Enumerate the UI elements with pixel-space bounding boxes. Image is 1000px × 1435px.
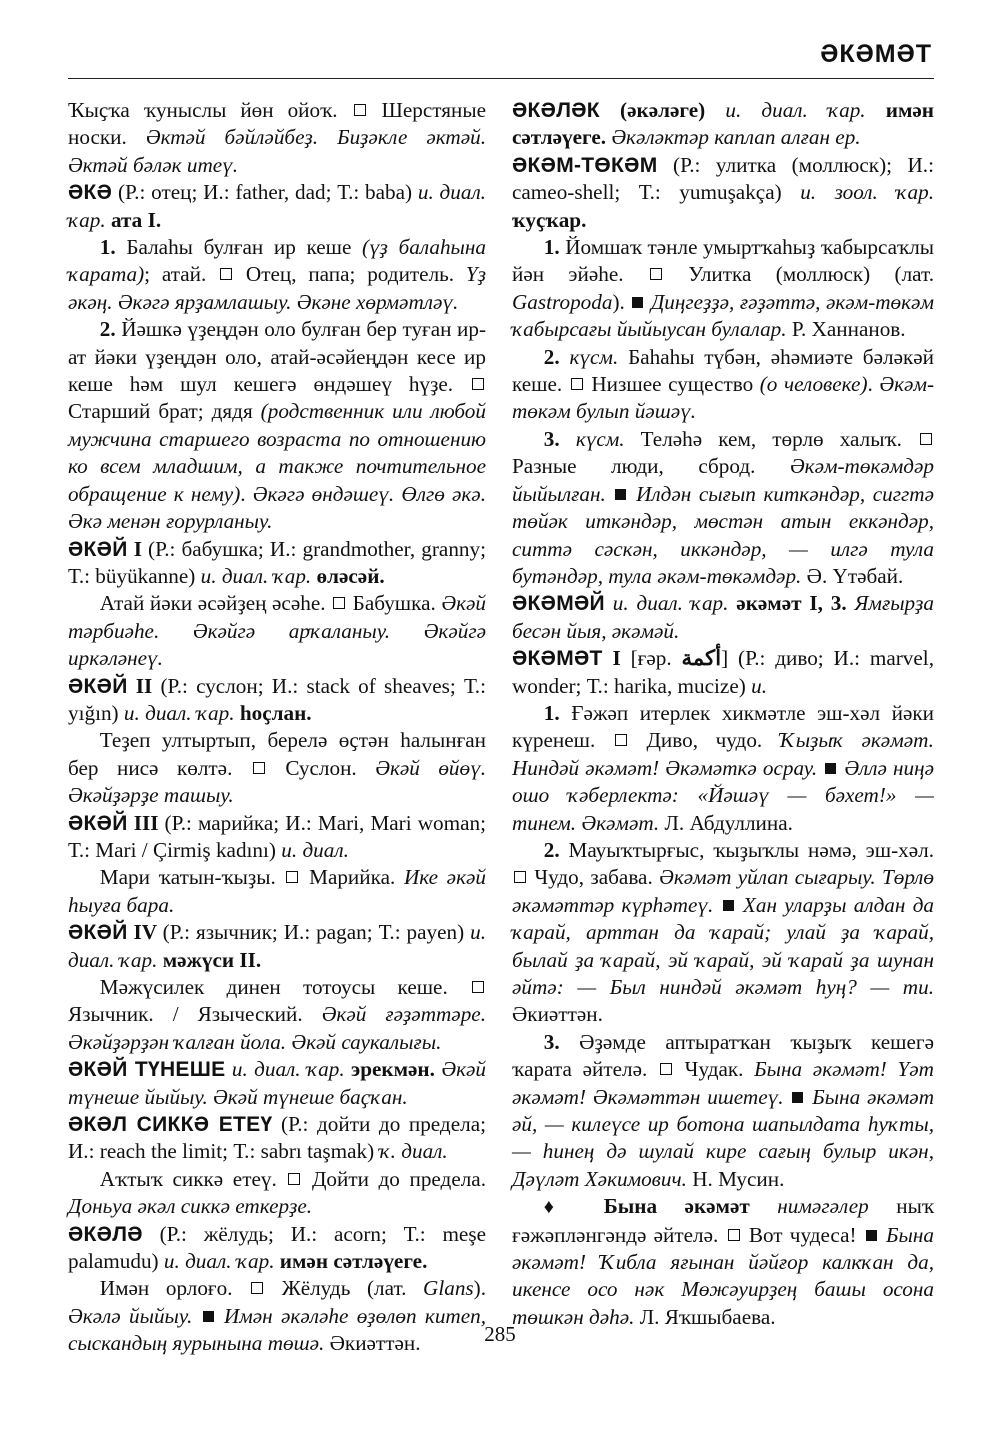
russian-marker-square-icon <box>615 734 627 746</box>
italic-text: күсм. <box>575 426 625 451</box>
headword: ӘКӘЛӘ <box>68 1222 143 1246</box>
dictionary-entry-paragraph <box>512 152 934 234</box>
italic-text: нимәгәлер <box>777 1194 869 1219</box>
dictionary-entry-paragraph <box>512 837 934 1029</box>
homonym-numeral: III <box>127 810 165 835</box>
russian-marker-square-icon <box>286 871 298 883</box>
italic-text: Glans <box>423 1276 474 1301</box>
entry-text: Л. Яҡшыбаева. <box>634 1304 776 1329</box>
entry-text <box>628 482 636 506</box>
entry-text: [ғәр. <box>630 646 682 671</box>
dictionary-entry-paragraph <box>68 234 486 316</box>
dictionary-entry-paragraph <box>68 1221 486 1276</box>
italic-text: и. диал. <box>281 837 349 862</box>
italic-text: Әллә ниңә ошо ҡәберлектә: «Йәшәү — бәхет!» — тинем. Әкәмәт. <box>512 755 935 835</box>
entry-text <box>605 591 613 615</box>
italic-text: Бына әкәмәт! Ҡибла яғынан йәйғор калкҡан да, икенсе осо нәк Мөжәуирҙең башы осона төшкән дәһә. <box>512 1222 934 1329</box>
entry-text: Низшее существо <box>584 372 760 397</box>
dictionary-entry-paragraph <box>512 700 934 837</box>
dictionary-entry-paragraph <box>512 590 934 645</box>
russian-marker-square-icon <box>660 1063 672 1075</box>
entry-text <box>784 1085 791 1109</box>
dictionary-entry-paragraph <box>512 1029 934 1193</box>
italic-text: и. диал. ҡар. <box>725 98 866 122</box>
entry-text: (Р.: суслон; И.: stack of sheaves; Т.: yığın) <box>68 673 486 725</box>
italic-text: и. диал. ҡар. <box>68 180 486 232</box>
arabic-etymon: أكمة <box>681 646 722 671</box>
entry-text: Мари ҡатын-ҡыҙы. <box>99 865 285 890</box>
italic-text: и. диал. ҡар. <box>123 700 235 725</box>
entry-text: Әҙәмде аптыратҡан ҡыҙыҡ кешегә ҡарата әйтелә. <box>512 1029 934 1082</box>
entry-text: Старший брат; дядя <box>68 399 261 424</box>
bold-text: ата I. <box>105 207 162 232</box>
italic-text: Әкәмәт уйлап сығарыу. Төрлө әкәмәттәр күрһәтеү. <box>512 865 934 917</box>
russian-marker-square-icon <box>220 268 232 280</box>
dictionary-entry-paragraph <box>68 810 486 865</box>
entry-text: Йомшаҡ тәнле умыртҡаһыҙ ҡабырсаҡлы йән эйәһе. <box>512 235 934 287</box>
entry-text: Әкиәттән. <box>324 1331 421 1356</box>
headword: ӘКӘЙ <box>68 921 128 945</box>
bold-text: 2. <box>99 317 116 342</box>
italic-text: Доньуа әкәл сиккә еткерҙе. <box>68 1194 313 1219</box>
russian-marker-square-icon <box>472 378 484 390</box>
entry-text: ; атай. <box>144 262 219 287</box>
entry-text: (Р.: бабушка; И.: grandmother, granny; Т.: büyükanne) <box>68 536 486 588</box>
example-marker-square-icon <box>203 1311 214 1322</box>
entry-text: Аҡтыҡ сиккә етеү. <box>99 1166 287 1191</box>
entry-text <box>560 345 570 369</box>
italic-text: Әкәм-төкәм булып йәшәү. <box>512 372 935 424</box>
entry-text: Баһаһы түбән, әһәмиәте бәләкәй кеше. <box>512 344 935 397</box>
entry-text: . <box>240 481 253 506</box>
dictionary-entry-paragraph <box>68 974 486 1056</box>
dictionary-entry-paragraph <box>68 1111 486 1166</box>
entry-text: Бабушка. <box>347 591 442 616</box>
example-marker-square-icon <box>723 900 734 911</box>
entry-text: Язычник. / Языческий. <box>68 1002 322 1027</box>
entry-text <box>817 756 823 780</box>
entry-text: Разные люди, сброд. <box>512 454 790 479</box>
entry-text: Теҙеп ултыртып, берелә өҫтән һалынған бер нисә көлтә. <box>68 728 486 780</box>
bold-text: ҡуҫҡар. <box>512 207 587 232</box>
italic-text: Әкәй түнеше йыйыу. Әкәй түнеше баҫҡан. <box>68 1057 486 1109</box>
italic-text: Илдән сығып киткәндәр, сиггтә төйәк иткәндәр, мөстән атын еккәндәр, ситтә сәскән, иккәндәр, — илгә тула бутәндәр, тула әкәм-төкәмдәр. <box>512 481 935 588</box>
entry-text: Чудо, забава. <box>528 865 660 890</box>
entry-text: Мауыҡтырғыс, ҡыҙыҡлы нәмә, эш-хәл. <box>559 837 934 862</box>
italic-text: и. диал. ҡар. <box>200 563 312 588</box>
italic-text: и. диал. ҡар. <box>612 591 729 616</box>
entry-text: Балаһы булған ир кеше <box>115 235 363 260</box>
homonym-numeral: IV <box>127 920 163 945</box>
dictionary-entry-paragraph <box>68 179 486 234</box>
entry-text: ). <box>612 289 631 314</box>
entry-text: (Р.: язычник; И.: pagan; Т.: payen) <box>162 920 471 945</box>
entry-text: Суслон. <box>266 755 376 780</box>
bold-text: 1. <box>543 700 560 725</box>
italic-text: Бына әкәмәт! Үәт әкәмәт! Әкәмәттән ишетеү. <box>512 1057 934 1109</box>
entry-text <box>560 427 576 451</box>
entry-text: Теләһә кем, төрлө халыҡ. <box>624 426 918 451</box>
italic-text: күсм. <box>569 344 619 369</box>
entry-text: Жёлудь (лат. <box>265 1276 424 1301</box>
dictionary-entry-paragraph <box>512 1193 934 1331</box>
italic-text: и. диал. ҡар. <box>231 1057 345 1082</box>
italic-text: Әкәм-төкәмдәр йыйылған. <box>512 454 934 506</box>
example-marker-square-icon <box>792 1092 803 1103</box>
russian-marker-square-icon <box>251 1282 263 1294</box>
russian-marker-square-icon <box>333 597 345 609</box>
homonym-numeral: II <box>127 673 161 698</box>
entry-text: Н. Мусин. <box>686 1166 785 1191</box>
example-marker-square-icon <box>866 1230 877 1241</box>
russian-marker-square-icon <box>920 433 932 445</box>
italic-text: Әкәләктәр каплап алған ер. <box>611 125 861 150</box>
bold-text: 3. <box>543 426 560 451</box>
dictionary-entry-paragraph <box>512 426 934 590</box>
example-marker-square-icon <box>632 297 643 308</box>
left-column <box>68 97 486 1358</box>
italic-text: Үҙ әкәң. Әкәгә ярҙамлашыу. Әкәне хөрмәтләү. <box>68 262 486 314</box>
entry-text: Вот чудеса! <box>741 1222 864 1247</box>
russian-marker-square-icon <box>728 1229 740 1241</box>
italic-text: Әкәй өйөү. Әкәйҙәрҙе ташыу. <box>68 755 487 808</box>
russian-marker-square-icon <box>571 378 583 390</box>
italic-text: Ямғырҙа бесән йыя, әкәмәй. <box>512 591 935 643</box>
dictionary-entry-paragraph <box>68 536 486 591</box>
italic-text: Бына әкәмәт әй, — килеүсе ир ботона шапылдата һуҡты, — һинең дә шулай кире сағың булыр икән, Дәүләт Хәкимович. <box>512 1084 934 1191</box>
russian-marker-square-icon <box>514 871 526 883</box>
bold-text: 1. <box>543 235 560 260</box>
entry-text: Диво, чудо. <box>628 728 780 753</box>
headword: ӘКӘЙ <box>68 537 128 561</box>
dictionary-entry-paragraph <box>68 727 486 809</box>
bold-text: 3. <box>543 1029 560 1054</box>
italic-text: ҡ. диал. <box>379 1139 448 1164</box>
entry-text: ] (Р.: диво; И.: marvel, wonder; Т.: harika, mucize) <box>512 646 934 698</box>
dictionary-entry-paragraph <box>68 97 486 179</box>
dictionary-entry-paragraph <box>512 97 934 152</box>
headword: ӘКӘЙ <box>68 674 128 698</box>
bold-text: 2. <box>543 837 560 862</box>
italic-text: Gastropoda <box>512 289 613 314</box>
entry-text: Л. Абдуллина. <box>659 810 793 835</box>
bold-text: имән сәтләүеге. <box>274 1249 428 1274</box>
russian-marker-square-icon <box>650 268 662 280</box>
entry-text: Атай йәки әсәйҙең әсәһе. <box>99 591 332 616</box>
headword: ӘКӘЛӘК <box>512 99 600 122</box>
entry-text <box>705 98 725 122</box>
diamond-icon: ♦ <box>543 1196 577 1219</box>
italic-text: (о человеке) <box>759 372 868 397</box>
homonym-numeral: I <box>127 536 149 561</box>
entry-text: Имән орлоғо. <box>99 1276 250 1301</box>
entry-text: Р. Ханнанов. <box>786 317 906 342</box>
entry-text <box>750 1194 778 1218</box>
italic-text: (родственник или любой мужчина старшего возраста по отношению ко всем младшим, а также почтительное обращение к нему) <box>68 399 486 506</box>
entry-text: Әкиәттән. <box>512 1002 603 1027</box>
entry-text: Чудак. <box>673 1057 755 1082</box>
dictionary-entry-paragraph <box>512 234 934 344</box>
russian-marker-square-icon <box>288 1173 300 1185</box>
entry-text: (Р.: марийка; И.: Mari, Mari woman; Т.: Mari / Çirmiş kadını) <box>68 810 486 862</box>
headword: ӘКӘЙ ТҮНЕШЕ <box>68 1058 226 1082</box>
entry-text <box>736 893 743 917</box>
italic-text: и. диал. ҡар. <box>68 920 486 972</box>
page-number: 285 <box>484 1322 516 1346</box>
dictionary-entry-paragraph <box>68 316 486 535</box>
entry-text: (Р.: дойти до предела; И.: reach the limit; Т.: sabrı taşmak) <box>68 1112 486 1164</box>
entry-text: Йәшкә үҙеңдән оло булған бер туған ир-ат йәки үҙеңдән оло, атай-әсәйеңдән кесе ир кеше һәм шул кешегә өндәшеү һүҙе. <box>68 317 486 397</box>
running-head: ӘКӘМӘТ <box>820 40 932 68</box>
header-rule <box>68 78 934 79</box>
bold-text: (әкәләге) <box>599 98 706 122</box>
entry-text: ныҡ ғәжәпләнгәндә әйтелә. <box>512 1194 934 1247</box>
italic-text: Әкәй тәрбиәһе. Әкәйгә арҡаланыу. Әкәйгә иркәләнеү. <box>68 591 486 671</box>
italic-text: Хан уларҙы алдан да ҡарай, арттан да ҡарай; улай ҙа ҡарай, былай ҙа ҡарай, эй ҡарай, эй ҡарай ҙа шунан әйтә: — Был ниндәй әкәмәт һуң? — ти. <box>512 892 935 999</box>
dictionary-entry-paragraph <box>68 673 486 728</box>
entry-text: Улитка (моллюск) (лат. <box>663 262 935 287</box>
headword: ӘКӘ <box>68 181 113 205</box>
italic-text: Әкәгә өндәшеү. Өлгө әкә. Әкә менән ғорурланыу. <box>68 481 487 534</box>
bold-text: имән сәтләүеге. <box>512 98 934 150</box>
dictionary-entry-paragraph <box>68 864 486 919</box>
example-marker-square-icon <box>825 763 836 774</box>
entry-text <box>879 1223 886 1247</box>
italic-text: и. <box>751 673 767 698</box>
entry-text: ). <box>473 1276 487 1301</box>
bold-text: 2. <box>543 344 560 369</box>
dictionary-entry-paragraph <box>68 919 486 974</box>
entry-text: (Р.: улитка (моллюск); И.: cameo-shell; Т.: yumuşakça) <box>512 152 934 205</box>
entry-text: Ҡыҫҡа ҡуныслы йөн ойоҡ. <box>68 98 352 122</box>
entry-text: Дойти до предела. <box>302 1166 487 1191</box>
entry-text <box>847 591 855 615</box>
homonym-numeral: I <box>602 646 631 671</box>
entry-text <box>713 893 720 917</box>
dictionary-entry-paragraph <box>512 344 934 426</box>
bold-text: әкәмәт I, 3. <box>728 591 847 616</box>
italic-text: Әкәлә йыйыу. <box>68 1303 193 1328</box>
entry-text: Мәжүсилек динен тотоусы кеше. <box>99 975 470 999</box>
dictionary-entry-paragraph <box>68 1166 486 1221</box>
russian-marker-square-icon <box>472 981 484 993</box>
italic-text: и. диал. ҡар. <box>163 1249 275 1274</box>
headword: ӘКӘМӘТ <box>512 647 603 671</box>
bold-text: 1. <box>99 235 116 260</box>
bold-text: һоҫлан. <box>234 700 312 725</box>
dictionary-entry-paragraph <box>512 645 934 700</box>
headword: ӘКӘЙ <box>68 811 128 835</box>
dictionary-entry-paragraph <box>68 590 486 672</box>
italic-text: Диңгеҙҙә, ғәҙәттә, әкәм-төкәм ҡабырсағы йыйыусан булалар. <box>512 289 934 342</box>
bold-text: мәжүси II. <box>157 947 262 972</box>
dictionary-entry-paragraph <box>68 1056 486 1111</box>
entry-text <box>606 482 614 506</box>
entry-text: Марийка. <box>300 865 404 890</box>
italic-text: (үҙ балаһына ҡарата) <box>68 235 486 287</box>
italic-text: и. зоол. ҡар. <box>800 180 934 205</box>
entry-text: . <box>867 372 880 397</box>
right-column <box>512 97 934 1331</box>
entry-text: Ә. Үтәбай. <box>801 563 904 588</box>
italic-text: Әктәй бәйләйбеҙ. Биҙәкле әктәй. Әктәй бәләк итеү. <box>68 125 487 177</box>
entry-text: Шерстяные носки. <box>68 98 486 150</box>
example-marker-square-icon <box>615 489 626 500</box>
headword: ӘКӘЛ СИККӘ ЕТЕҮ <box>68 1113 273 1137</box>
headword: ӘКӘМӘЙ <box>512 592 605 616</box>
entry-text: (Р.: жёлудь; И.: acorn; Т.: meşe palamudu) <box>68 1221 486 1274</box>
italic-text: Әкәй ғәҙәттәре. Әкәйҙәрҙән ҡалған йола. Әкәй саукалығы. <box>68 1002 487 1054</box>
entry-text: Ғәжәп итерлек хикмәтле эш-хәл йәки күренеш. <box>512 700 934 753</box>
headword: ӘКӘМ-ТӨКӘМ <box>512 153 658 177</box>
russian-marker-square-icon <box>354 104 366 116</box>
entry-text: (Р.: отец; И.: father, dad; Т.: baba) <box>112 180 418 205</box>
bold-text: өләсәй. <box>311 563 385 588</box>
bold-text: эрекмән. <box>344 1057 435 1082</box>
italic-text: Имән әкәләһе өҙөлөп китеп, сыскандың яурынына төшә. <box>68 1303 487 1356</box>
italic-text: Ике әкәй һыуға бара. <box>68 865 486 917</box>
russian-marker-square-icon <box>253 762 265 774</box>
entry-text: Отец, папа; родитель. <box>234 262 466 287</box>
italic-text: Ҡыҙыҡ әкәмәт. Ниндәй әкәмәт! Әкәмәткә осрау. <box>512 728 934 780</box>
bold-text: Бына әкәмәт <box>576 1194 750 1219</box>
